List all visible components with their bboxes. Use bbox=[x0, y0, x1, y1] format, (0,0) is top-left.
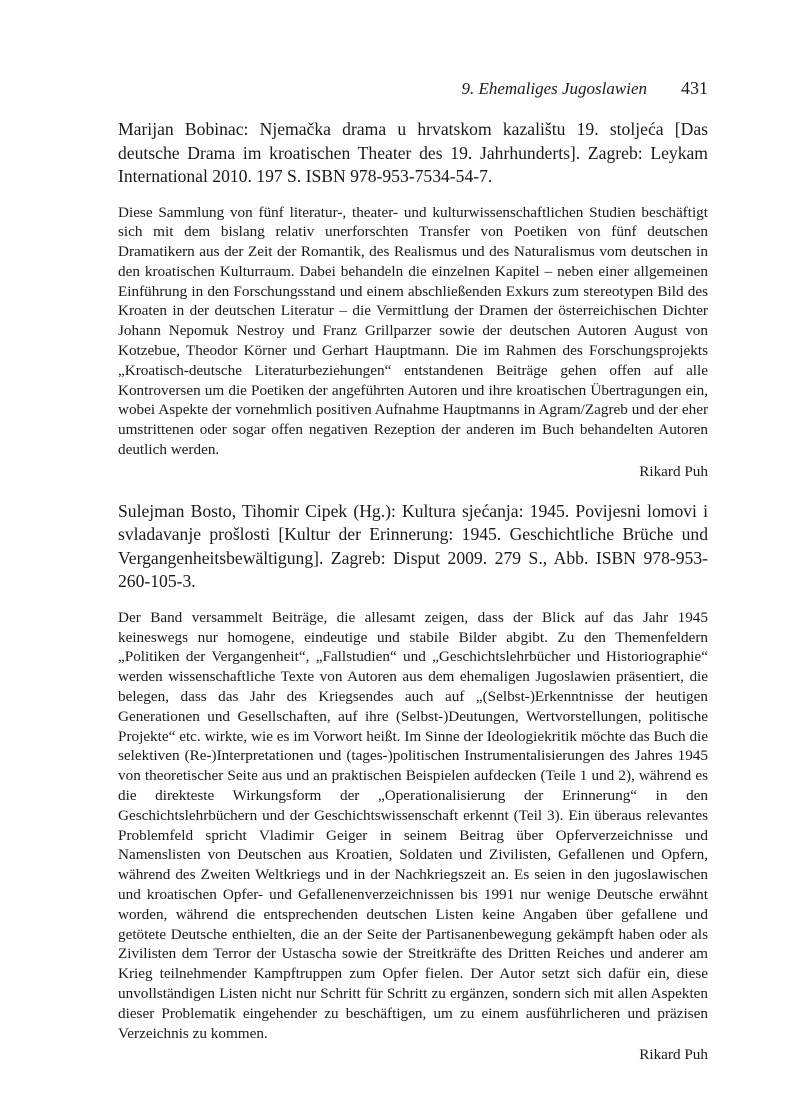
running-header bbox=[118, 78, 708, 102]
page-number: 431 bbox=[681, 78, 708, 98]
section-title: 9. Ehemaliges Jugoslawien bbox=[461, 79, 647, 98]
review-entry bbox=[118, 118, 708, 482]
review-body: Diese Sammlung von fünf literatur-, theater- und kulturwissenschaftlichen Studien beschäftigt sich mit dem bislang relativ unerforschten Transfer von Poetiken von fünf deutschen Dramatikern aus der Zeit der Romantik, des Realismus und des Naturalismus vom deutschen in den kroatischen Kulturraum. Dabei behandeln die einzelnen Kapitel – neben einer allgemeinen Einführung in den Forschungsstand und einem abschließenden Exkurs zum stereotypen Bild des Kroaten in der deutschen Literatur – die Vermittlung der Dramen der österreichischen Dichter Johann Nepomuk Nestroy und Franz Grillparzer sowie der deutschen Autoren August von Kotzebue, Theodor Körner und Gerhart Hauptmann. Die im Rahmen des Forschungsprojekts „Kroatisch-deutsche Literaturbeziehungen“ entstandenen Beiträge gehen offen auf alle Kontroversen um die Poetiken der angeführten Autoren und ihre kroatischen Übertragungen ein, wobei Aspekte der vornehmlich positiven Aufnahme Hauptmanns in Agram/Zagreb und der eher umstrittenen oder sogar offen negativen Rezeption der anderen im Buch behandelten Autoren deutlich werden. bbox=[118, 203, 708, 459]
page bbox=[118, 78, 708, 1065]
review-body: Der Band versammelt Beiträge, die allesamt zeigen, dass der Blick auf das Jahr 1945 keineswegs nur homogene, eindeutige und stabile Bilder abgibt. Zu den Themenfeldern „Politiken der Vergangenheit“, „Fallstudien“ und „Geschichtslehrbücher und Historiographie“ werden wissenschaftliche Texte von Autoren aus dem ehemaligen Jugoslawien präsentiert, die belegen, dass das Jahr des Kriegsendes auch auf „(Selbst-)Erkenntnisse der heutigen Generationen und Gesellschaften, auf ihre (Selbst-)Deutungen, Wertvorstellungen, politische Projekte“ etc. wirkte, wie es im Vorwort heißt. Im Sinne der Ideologiekritik möchte das Buch die selektiven (Re-)Interpretationen und (tages-)politischen Instrumentalisierungen des Jahres 1945 von theoretischer Seite aus und an praktischen Beispielen aufdecken (Teile 1 und 2), während es die direkteste Wirkungsform der „Operationalisierung der Erinnerung“ in den Geschichtslehrbüchern und der Geschichtswissenschaft erkennt (Teil 3). Ein überaus relevantes Problemfeld spricht Vladimir Geiger in seinem Beitrag über Opferverzeichnisse und Namenslisten von Deutschen aus Kroatien, Soldaten und Zivilisten, Gefallenen und Opfern, während des Zweiten Weltkriegs und in der Nachkriegszeit an. Es seien in den jugoslawischen und kroatischen Opfer- und Gefallenenverzeichnissen bis 1991 nur wenige Deutsche erwähnt worden, während die entsprechenden deutschen Listen keine Angaben über gefallene und getötete Deutsche enthielten, die an der Seite der Partisanenbewegung gekämpft haben oder als Zivilisten dem Terror der Ustascha sowie der Streitkräfte des Dritten Reiches und anderer am Krieg teilnehmender Kampftruppen zum Opfer fielen. Der Autor setzt sich dafür ein, diese unvollständigen Listen nicht nur Schritt für Schritt zu ergänzen, sondern sich mit allen Aspekten dieser Problematik eingehender zu beschäftigen, um zu einem ausführlicheren und präzisen Verzeichnis zu kommen. bbox=[118, 608, 708, 1042]
reviewer-name: Rikard Puh bbox=[639, 1046, 708, 1064]
review-citation: Sulejman Bosto, Tihomir Cipek (Hg.): Kultura sjećanja: 1945. Povijesni lomovi i svladavanje prošlosti [Kultur der Erinnerung: 1945. Geschichtliche Brüche und Vergangenheitsbewältigung]. Zagreb: Disput 2009. 279 S., Abb. ISBN 978-953-260-105-3. bbox=[118, 500, 708, 592]
review-entry bbox=[118, 500, 708, 1066]
reviewer-name: Rikard Puh bbox=[639, 462, 708, 480]
review-citation: Marijan Bobinac: Njemačka drama u hrvatskom kazalištu 19. stoljeća [Das deutsche Drama im kroatischen Theater des 19. Jahrhunderts]. Zagreb: Leykam International 2010. 197 S. ISBN 978-953-7534-54-7. bbox=[118, 119, 708, 186]
